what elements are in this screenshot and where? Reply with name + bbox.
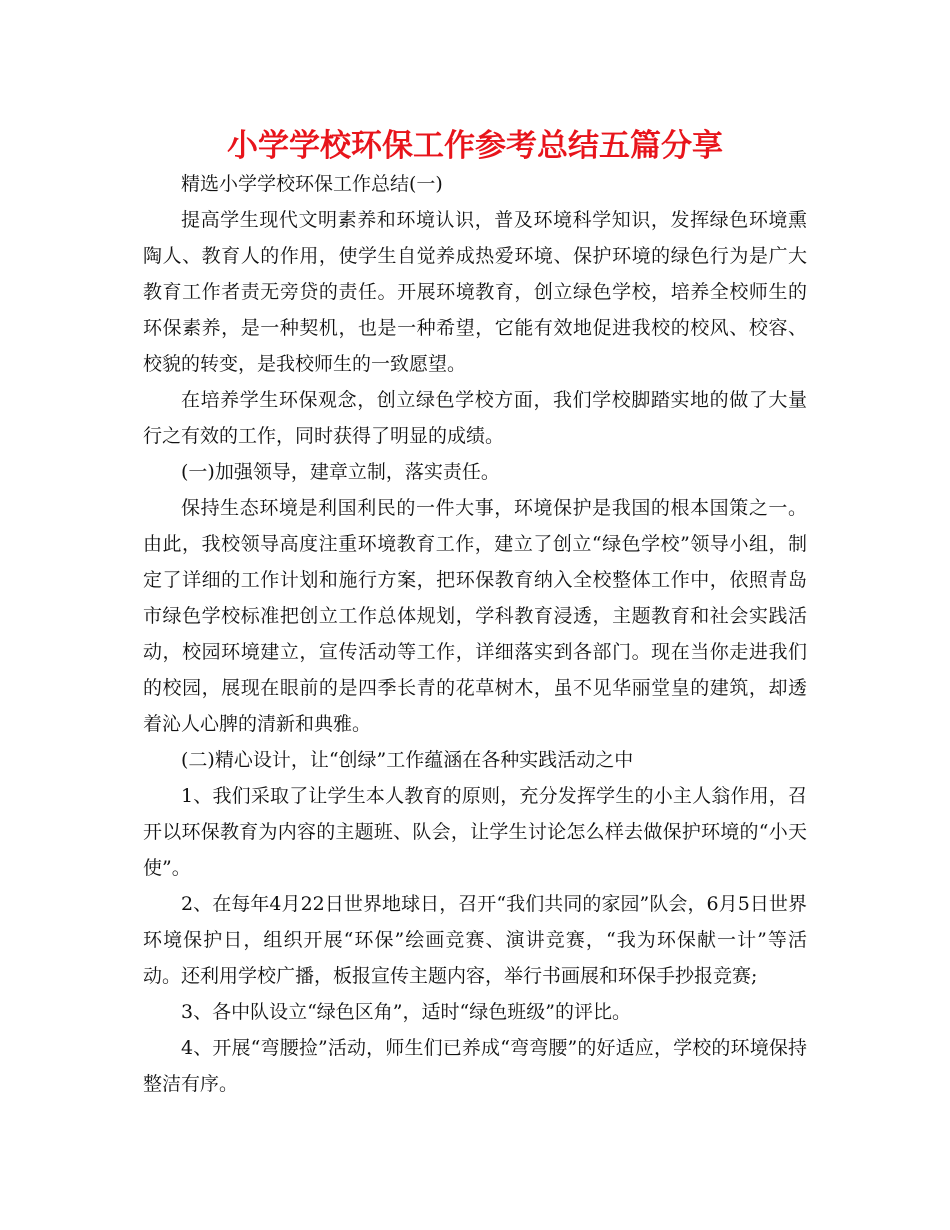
section-heading: 精选小学学校环保工作总结(一) xyxy=(181,173,443,195)
paragraph: 保持生态环境是利国利民的一件大事，环境保护是我国的根本国策之一。由此，我校领导高度注重环境教育工作，建立了创立“绿色学校”领导小组，制定了详细的工作计划和施行方案，把环保教育纳入全校整体工作中，依照青岛市绿色学校标准把创立工作总体规划，学科教育浸透，主题教育和社会实践活动，校园环境建立，宣传活动等工作，详细落实到各部门。现在当你走进我们的校园，展现在眼前的是四季长青的花草树木，虽不见华丽堂皇的建筑，却透着沁人心脾的清新和典雅。 xyxy=(143,497,807,735)
subsection-heading: (一)加强领导，建章立制，落实责任。 xyxy=(181,461,500,483)
list-item: 2、在每年4月22日世界地球日，召开“我们共同的家园”队会，6月5日世界环境保护日，组织开展“环保”绘画竞赛、演讲竞赛，“我为环保献一计”等活动。还利用学校广播，板报宣传主题内容，举行书画展和环保手抄报竞赛; xyxy=(143,893,807,987)
document-title: 小学学校环保工作参考总结五篇分享 xyxy=(227,128,723,164)
paragraph: 提高学生现代文明素养和环境认识，普及环境科学知识，发挥绿色环境熏陶人、教育人的作用，使学生自觉养成热爱环境、保护环境的绿色行为是广大教育工作者责无旁贷的责任。开展环境教育，创立绿色学校，培养全校师生的环保素养，是一种契机，也是一种希望，它能有效地促进我校的校风、校容、校貌的转变，是我校师生的一致愿望。 xyxy=(143,209,807,375)
document-body xyxy=(143,166,807,1102)
paragraph: 在培养学生环保观念，创立绿色学校方面，我们学校脚踏实地的做了大量行之有效的工作，同时获得了明显的成绩。 xyxy=(143,389,807,447)
list-item: 4、开展“弯腰捡”活动，师生们已养成“弯弯腰”的好适应，学校的环境保持整洁有序。 xyxy=(143,1037,807,1095)
subsection-heading: (二)精心设计，让“创绿”工作蕴涵在各种实践活动之中 xyxy=(181,749,634,771)
list-item: 3、各中队设立“绿色区角”，适时“绿色班级”的评比。 xyxy=(181,1001,631,1023)
list-item: 1、我们采取了让学生本人教育的原则，充分发挥学生的小主人翁作用，召开以环保教育为内容的主题班、队会，让学生讨论怎么样去做保护环境的“小天使”。 xyxy=(143,785,807,879)
